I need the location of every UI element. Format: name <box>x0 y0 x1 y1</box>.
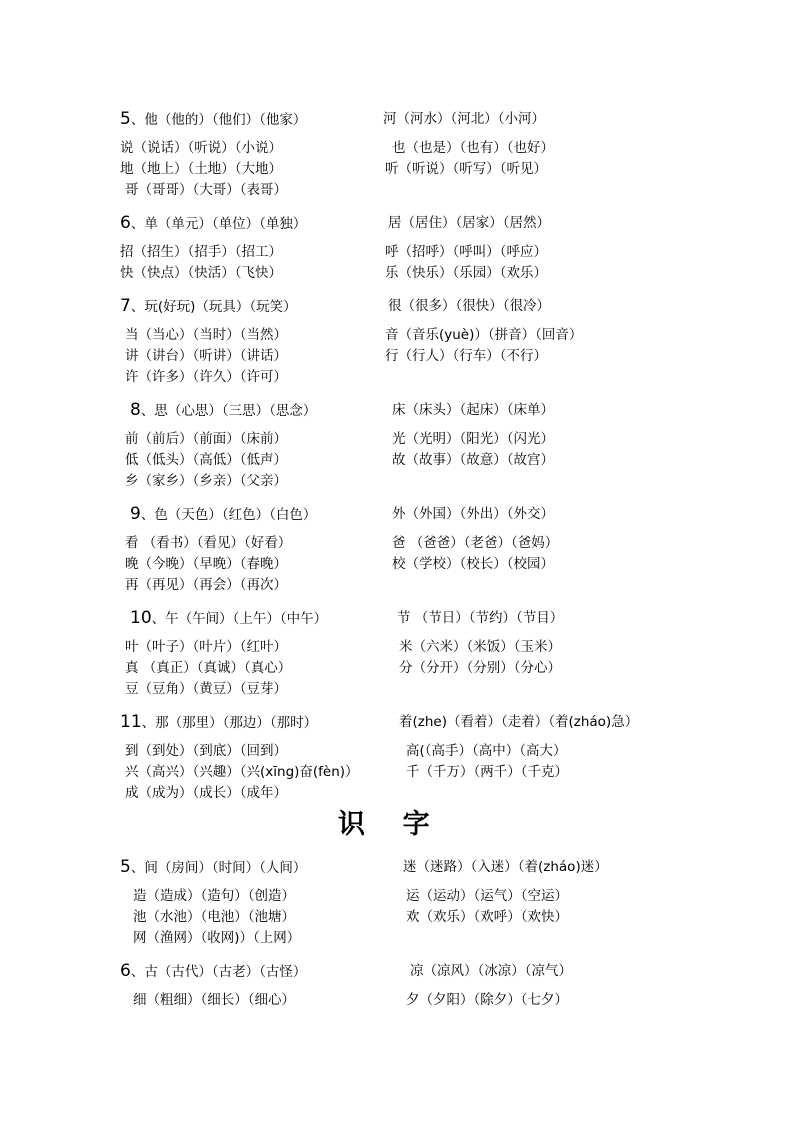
word-entry <box>388 297 550 315</box>
entry-text: 高(（高手）（高中）（高大） <box>406 743 567 759</box>
word-entry <box>388 214 550 232</box>
entry-text: 、他（他的）（他们）（他家） <box>130 112 307 128</box>
entry-text: 爸 （爸爸）（老爸）（爸妈） <box>392 535 559 551</box>
word-entry <box>125 576 287 594</box>
word-entry <box>399 659 561 677</box>
word-entry <box>133 908 295 926</box>
entry-text: 晚（今晚）（早晚）（春晚） <box>125 556 287 572</box>
entry-text: 凉（凉风）（冰凉）（凉气） <box>410 963 572 979</box>
word-entry <box>385 264 547 282</box>
entry-text: 、古（古代）（古老）（古怪） <box>130 964 307 980</box>
entry-text: 招（招生）（招手）（招工） <box>120 244 282 260</box>
word-entry <box>125 680 287 698</box>
lesson-number: 6 <box>120 213 131 233</box>
word-entry <box>125 472 287 490</box>
entry-text: 故（故事）（故意）（故宫） <box>392 452 554 468</box>
entry-text: 床（床头）（起床）（床单） <box>392 402 554 418</box>
entry-text: 前（前后）（前面）（床前） <box>125 431 287 447</box>
entry-text: 欢（欢乐）（欢呼）（欢快） <box>406 909 568 925</box>
word-entry <box>406 742 567 760</box>
lesson-heading <box>120 214 306 233</box>
entry-text: 说（说话）（听说）（小说） <box>120 140 282 156</box>
entry-text: 当（当心）（当时）（当然） <box>125 327 287 343</box>
word-entry <box>120 243 282 261</box>
lesson-heading <box>130 505 316 524</box>
entry-text: 、单（单元）（单位）（单独） <box>130 216 307 232</box>
word-entry <box>392 505 554 523</box>
lesson-number: 9 <box>130 504 141 524</box>
lesson-number: 6 <box>120 961 131 981</box>
word-entry <box>125 555 287 573</box>
word-entry <box>120 160 282 178</box>
word-entry <box>399 713 638 731</box>
entry-text: 运（运动）（运气）（空运） <box>406 888 568 904</box>
entry-text: 千（千万）（两千）（千克） <box>406 764 568 780</box>
entry-text: 迷（迷路）（入迷）（着(zháo)迷） <box>403 859 608 875</box>
entry-text: 造（造成）（造句）（创造） <box>133 888 295 904</box>
word-entry <box>125 430 287 448</box>
lesson-number: 7 <box>120 296 131 316</box>
word-entry <box>406 887 568 905</box>
word-entry <box>125 451 287 469</box>
word-entry <box>125 347 287 365</box>
entry-text: 校（学校）（校长）（校园） <box>392 556 554 572</box>
lesson-number: 8 <box>130 400 141 420</box>
word-entry <box>406 908 568 926</box>
word-entry <box>125 326 287 344</box>
word-entry <box>125 638 287 656</box>
entry-text: 着(zhe)（看着）（走着）（着(zháo)急） <box>399 714 639 730</box>
word-entry <box>392 401 554 419</box>
entry-text: 池（水池）（电池）（池塘） <box>133 909 295 925</box>
lesson-number: 5 <box>120 857 131 877</box>
entry-text: 乡（家乡）（乡亲）（父亲） <box>125 473 287 489</box>
entry-text: 真 （真正）（真诚）（真心） <box>125 660 292 676</box>
word-entry <box>385 326 582 344</box>
entry-text: 、思（心思）（三思）（思念） <box>140 403 317 419</box>
word-entry <box>133 929 300 947</box>
word-entry <box>406 991 568 1009</box>
entry-text: 哥（哥哥）（大哥）（表哥） <box>125 182 287 198</box>
section-title: 识 字 <box>338 809 430 840</box>
word-entry <box>399 638 561 656</box>
lesson-heading <box>120 858 306 877</box>
entry-text: 、玩(好玩)（玩具）（玩笑） <box>130 299 297 315</box>
lesson-heading <box>120 962 306 981</box>
word-entry <box>383 110 545 128</box>
entry-text: 、那（那里）（那边）（那时） <box>141 715 318 731</box>
entry-text: 光（光明）（阳光）（闪光） <box>392 431 554 447</box>
entry-text: 低（低头）（高低）（低声） <box>125 452 287 468</box>
word-entry <box>392 534 558 552</box>
lesson-number: 11 <box>120 712 142 732</box>
word-entry <box>133 991 295 1009</box>
entry-text: 行（行人）（行车）（不行） <box>385 348 547 364</box>
entry-text: 河（河水）（河北）（小河） <box>383 111 545 127</box>
entry-text: 夕（夕阳）（除夕）（七夕） <box>406 992 568 1008</box>
word-entry <box>410 962 572 980</box>
entry-text: 许（许多）（许久）（许可） <box>125 369 287 385</box>
entry-text: 音（音乐(yuè)）（拼音）（回音） <box>385 327 583 343</box>
word-entry <box>385 243 547 261</box>
entry-text: 细（粗细）（细长）（细心） <box>133 992 295 1008</box>
word-entry <box>125 368 287 386</box>
word-entry <box>392 430 554 448</box>
entry-text: 到（到处）（到底）（回到） <box>125 743 287 759</box>
lesson-heading <box>130 609 327 628</box>
lesson-number: 5 <box>120 109 131 129</box>
entry-text: 看 （看书）（看见）（好看） <box>125 535 292 551</box>
word-entry <box>385 347 547 365</box>
entry-text: 呼（招呼）（呼叫）（呼应） <box>385 244 547 260</box>
lesson-heading <box>120 110 306 129</box>
entry-text: 很（很多）（很快）（很冷） <box>388 298 550 314</box>
entry-text: 听（听说）（听写）（听见） <box>385 161 547 177</box>
entry-text: 成（成为）（成长）（成年） <box>125 785 287 801</box>
word-entry <box>397 609 563 627</box>
word-entry <box>125 181 287 199</box>
lesson-number: 10 <box>130 608 152 628</box>
entry-text: 也（也是）（也有）（也好） <box>392 140 554 156</box>
lesson-heading <box>130 401 316 420</box>
word-entry <box>125 763 359 781</box>
lesson-heading <box>120 297 297 316</box>
entry-text: 豆（豆角）（黄豆）（豆芽） <box>125 681 287 697</box>
word-entry <box>392 139 554 157</box>
word-entry <box>406 763 568 781</box>
entry-text: 乐（快乐）（乐园）（欢乐） <box>385 265 547 281</box>
entry-text: 叶（叶子）（叶片）（红叶） <box>125 639 287 655</box>
word-entry <box>133 887 295 905</box>
entry-text: 快（快点）（快活）（飞快） <box>120 265 282 281</box>
word-entry <box>403 858 608 876</box>
entry-text: 分（分开）（分别）（分心） <box>399 660 561 676</box>
word-entry <box>125 534 291 552</box>
entry-text: 地（地上）（土地）（大地） <box>120 161 282 177</box>
entry-text: 米（六米）（米饭）（玉米） <box>399 639 561 655</box>
entry-text: 、午（午间）（上午）（中午） <box>151 611 328 627</box>
entry-text: 居（居住）（居家）（居然） <box>388 215 550 231</box>
entry-text: 、间（房间）（时间）（人间） <box>130 860 307 876</box>
word-entry <box>120 264 282 282</box>
word-entry <box>392 451 554 469</box>
word-entry <box>125 784 287 802</box>
word-entry <box>392 555 554 573</box>
word-entry <box>125 742 287 760</box>
word-entry <box>385 160 547 178</box>
entry-text: 外（外国）（外出）（外交） <box>392 506 554 522</box>
entry-text: 讲（讲台）（听讲）（讲话） <box>125 348 287 364</box>
entry-text: 、色（天色）（红色）（白色） <box>140 507 317 523</box>
entry-text: 兴（高兴）（兴趣）（兴(xīng)奋(fèn)） <box>125 764 359 780</box>
word-entry <box>125 659 291 677</box>
word-entry <box>120 139 282 157</box>
entry-text: 网（渔网）（收网)）（上网） <box>133 930 301 946</box>
entry-text: 再（再见）（再会）（再次） <box>125 577 287 593</box>
lesson-heading <box>120 713 317 732</box>
entry-text: 节 （节日）（节约）（节目） <box>397 610 564 626</box>
